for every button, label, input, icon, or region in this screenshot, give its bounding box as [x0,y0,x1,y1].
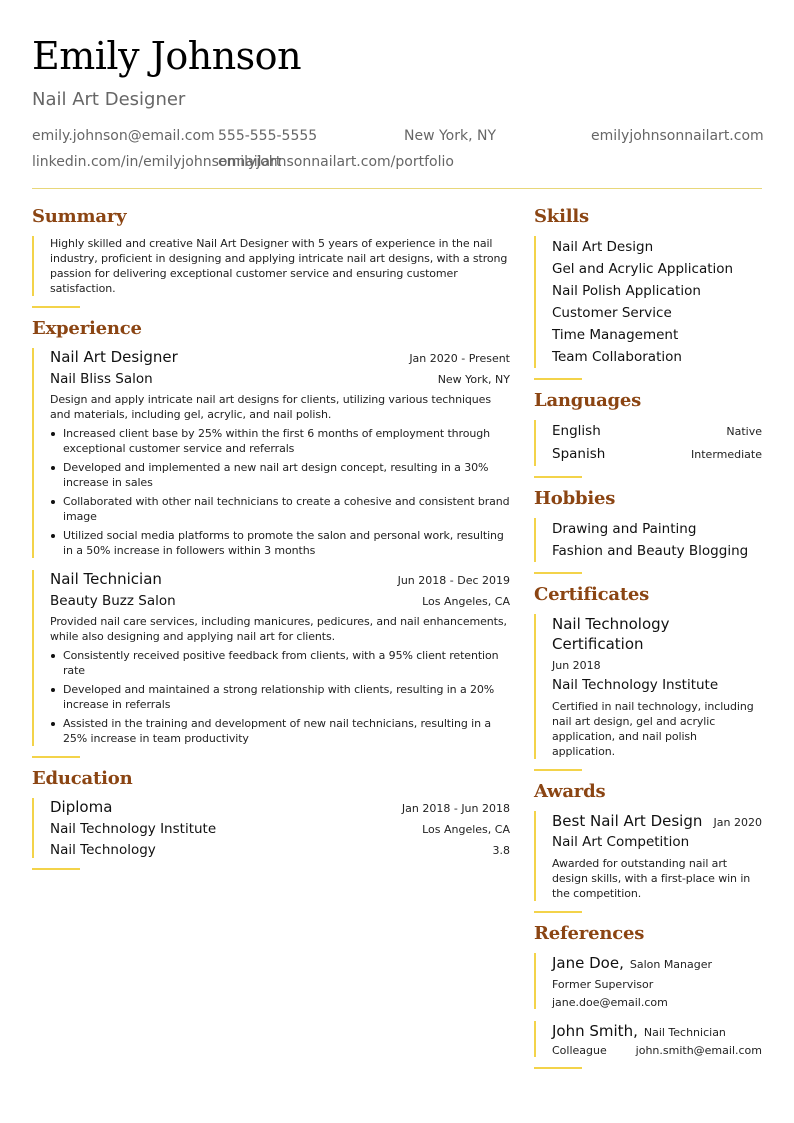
awards-section [534,781,762,913]
phone-number[interactable]: 555-555-5555 [218,128,318,144]
section-title: Certificates [534,584,650,605]
award-name: Best Nail Art Design [552,812,703,830]
section-underline [534,572,582,574]
job-dates: Jan 2020 - Present [409,352,510,365]
section-underline [534,378,582,380]
left-column [32,206,510,880]
certificate-name: Nail Technology Certification [552,615,670,653]
linkedin-link[interactable]: linkedin.com/in/emilyjohnsonnailart [32,154,282,170]
hobbies-section [534,488,762,574]
summary-text: Highly skilled and creative Nail Art Designer with 5 years of experience in the nail industry, proficient in designing and applying intricate nail art designs, with a strong passion for delivering exceptional customer service and ensuring customer satisfaction. [50,237,508,295]
skill-item: Team Collaboration [552,349,682,365]
email-link[interactable]: emily.johnson@email.com [32,128,215,144]
job-entry [32,348,510,558]
right-column [534,206,762,1079]
certificate-issuer: Nail Technology Institute [552,677,719,693]
hobby-item: Drawing and Painting [552,521,697,537]
skill-item: Gel and Acrylic Application [552,261,734,277]
language-name: English [552,423,601,439]
list-item: Collaborated with other nail technicians to create a cohesive and consistent brand image [50,494,510,524]
reference-relation: Former Supervisor [552,978,654,991]
skill-item: Nail Polish Application [552,283,701,299]
location: New York, NY [404,128,497,144]
language-row [552,443,762,466]
portfolio-link[interactable]: emilyjohnsonnailart.com/portfolio [218,154,454,170]
references-section [534,923,762,1069]
certificates-section [534,584,762,771]
school-name: Nail Technology Institute [50,821,217,837]
list-item: Utilized social media platforms to promote the salon and personal work, resulting in a 50% increase in followers within 3 months [50,528,510,558]
skill-item: Nail Art Design [552,239,654,255]
reference-name: John Smith, [552,1022,638,1040]
section-underline [534,911,582,913]
section-underline [32,868,80,870]
job-description: Design and apply intricate nail art designs for clients, utilizing various techniques and materials, including gel, acrylic, and nail polish. [50,393,491,421]
job-achievements [50,426,510,558]
list-item: Developed and maintained a strong relationship with clients, resulting in a 20% increase in referrals [50,682,510,712]
list-item: Developed and implemented a new nail art design concept, resulting in a 30% increase in sales [50,460,510,490]
award-date: Jan 2020 [713,816,762,829]
section-title: Experience [32,318,142,339]
section-underline [534,1067,582,1069]
job-achievements [50,648,510,746]
reference-email[interactable]: john.smith@email.com [635,1044,762,1057]
reference-entry [534,1021,762,1057]
degree: Diploma [50,798,113,816]
section-underline [32,306,80,308]
summary-section [32,206,510,308]
job-title: Nail Art Designer [50,348,178,366]
reference-title: Salon Manager [629,958,713,971]
section-underline [534,476,582,478]
school-location: Los Angeles, CA [422,823,510,836]
reference-email[interactable]: jane.doe@email.com [552,996,668,1009]
company-name: Beauty Buzz Salon [50,593,176,609]
language-name: Spanish [552,446,606,462]
reference-name: Jane Doe, [552,954,624,972]
list-item: Consistently received positive feedback from clients, with a 95% client retention rate [50,648,510,678]
skill-item: Time Management [552,327,679,343]
gpa: 3.8 [492,844,510,857]
reference-relation: Colleague [552,1044,607,1057]
job-dates: Jun 2018 - Dec 2019 [397,574,510,587]
section-title: Education [32,768,133,789]
job-description: Provided nail care services, including manicures, pedicures, and nail enhancements, while also designing and applying nail art for clients. [50,615,507,643]
skills-section [534,206,762,380]
experience-section [32,318,510,758]
header-divider [32,188,762,189]
reference-entry [534,953,762,1009]
company-name: Nail Bliss Salon [50,371,153,387]
job-location: New York, NY [437,373,510,386]
section-underline [32,756,80,758]
website-link[interactable]: emilyjohnsonnailart.com [591,128,764,144]
certificate-description: Certified in nail technology, including nail art design, gel and acrylic application, and nail polish application. [552,700,754,758]
section-title: Skills [534,206,589,227]
education-section [32,768,510,870]
languages-section [534,390,762,478]
skill-item: Customer Service [552,305,672,321]
candidate-title: Nail Art Designer [32,89,186,110]
section-title: Summary [32,206,127,227]
award-issuer: Nail Art Competition [552,834,690,850]
language-level: Intermediate [691,448,762,461]
section-underline [534,769,582,771]
section-title: Languages [534,390,642,411]
language-row [552,420,762,443]
field-of-study: Nail Technology [50,842,156,858]
candidate-name: Emily Johnson [32,34,302,78]
section-title: Awards [534,781,606,802]
job-location: Los Angeles, CA [422,595,510,608]
certificate-date: Jun 2018 [552,659,601,672]
language-level: Native [726,425,762,438]
section-title: Hobbies [534,488,616,509]
list-item: Assisted in the training and development of new nail technicians, resulting in a 25% increase in team productivity [50,716,510,746]
section-title: References [534,923,645,944]
job-title: Nail Technician [50,570,162,588]
award-description: Awarded for outstanding nail art design skills, with a first-place win in the competition. [552,857,751,900]
education-dates: Jan 2018 - Jun 2018 [401,802,510,815]
hobby-item: Fashion and Beauty Blogging [552,543,749,559]
job-entry [32,570,510,746]
reference-title: Nail Technician [643,1026,726,1039]
list-item: Increased client base by 25% within the first 6 months of employment through exceptional customer service and referrals [50,426,510,456]
